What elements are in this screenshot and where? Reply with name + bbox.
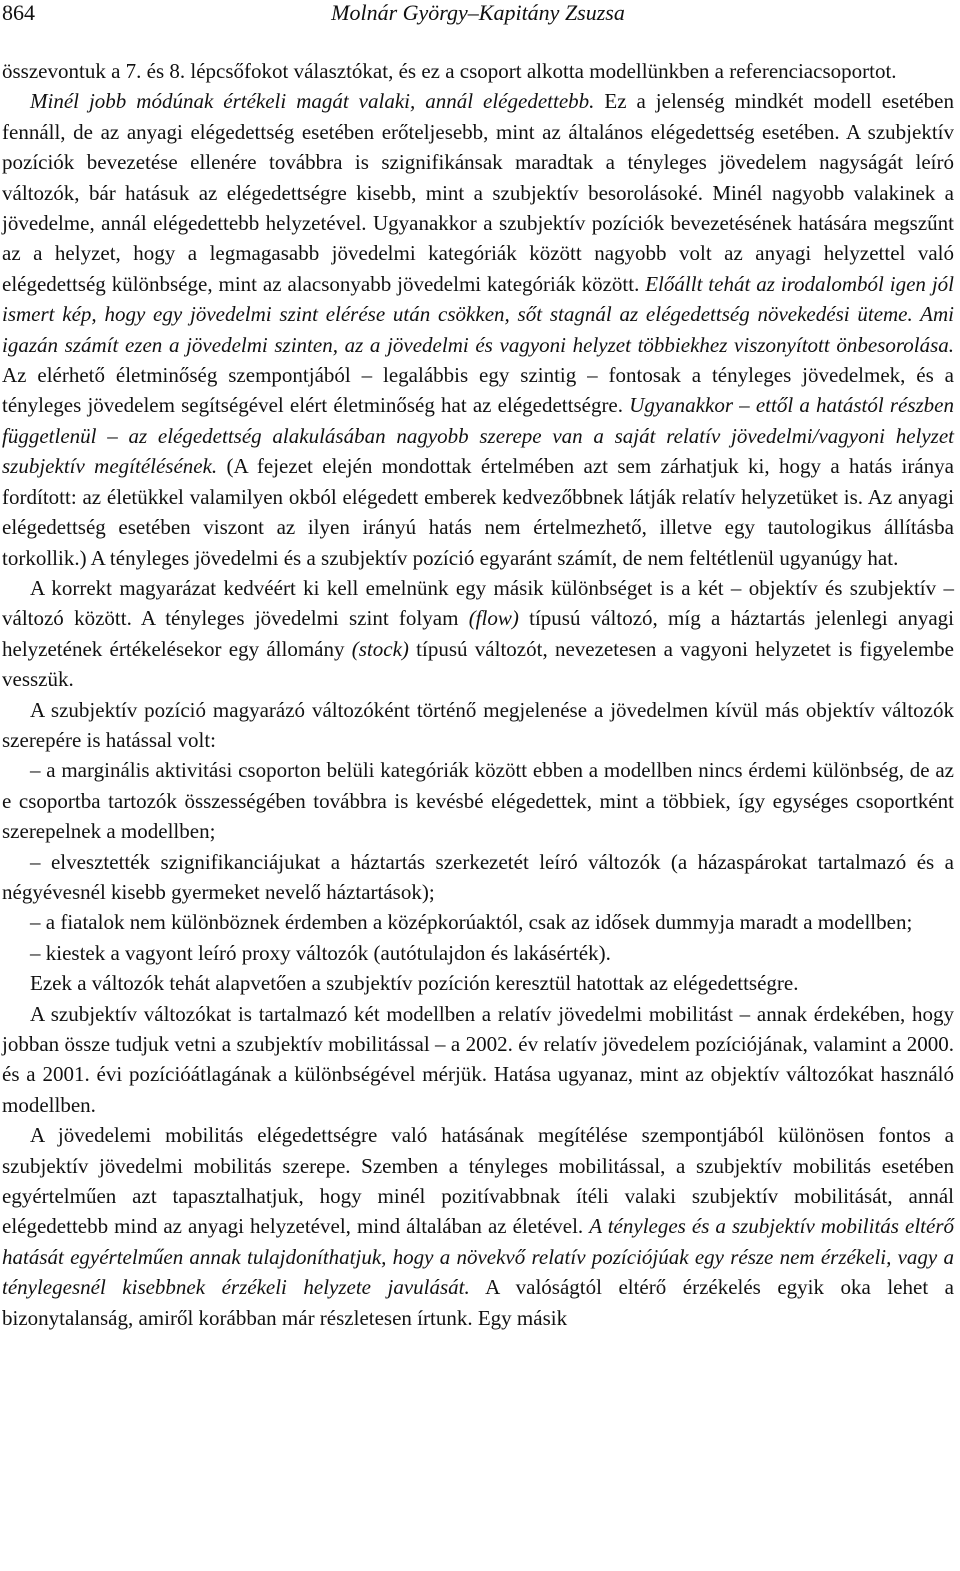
italic-text-run: Előállt tehát az irodalomból igen jól ismert kép, hogy egy jövedelmi szint elérése után csökken, sőt stagnál az elégedettség növekedési üteme. Ami igazán számít ezen a jövedelmi szinten, az a jövedelmi és vagyoni helyzet többiekhez viszonyított önbesorolása. bbox=[2, 271, 954, 357]
paragraph bbox=[2, 938, 954, 968]
italic-text-run: A tényleges és a szubjektív mobilitás eltérő hatását egyértelműen annak tulajdoníthatjuk, hogy a növekvő relatív pozíciójúak egy része nem érzékeli, vagy a ténylegesnél kisebbnek érzékeli helyzete javulását. bbox=[2, 1214, 954, 1300]
italic-text-run: (flow) bbox=[468, 606, 519, 631]
paragraph bbox=[2, 999, 954, 1121]
text-run: típusú változó, míg a háztartás jelenlegi anyagi helyzetének értékelésekor egy állomány bbox=[2, 606, 954, 661]
italic-text-run: Minél jobb módúnak értékeli magát valaki, annál elégedettebb. bbox=[30, 89, 595, 114]
text-run: összevontuk a 7. és 8. lépcsőfokot választókat, és ez a csoport alkotta modellünkben a referenciacsoportot. bbox=[2, 59, 897, 83]
text-run: típusú változót, nevezetesen a vagyoni helyzetet is figyelembe vesszük. bbox=[2, 636, 954, 692]
paragraph bbox=[2, 56, 954, 86]
paragraph bbox=[2, 907, 954, 937]
page-number: 864 bbox=[2, 0, 35, 25]
text-run: – a marginális aktivitási csoporton belüli kategóriák között ebben a modellben nincs érdemi különbség, de az e csoportba tartozók összességében továbbra is kevésbé elégedettek, mint a többiek, így egységes csoportként szerepelnek a modellben; bbox=[2, 758, 954, 844]
text-run: Ez a jelenség mindkét modell esetében fennáll, de az anyagi elégedettség esetében erőteljesebb, mint az általános elégedettség esetében. A szubjektív pozíciók bevezetése ellenére továbbra is szignifikánsak maradtak a tényleges jövedelem nagyságát leíró változók, bár hatásuk az elégedettségre kisebb, mint a szubjektív besorolásoké. Minél nagyobb valakinek a jövedelme, annál elégedettebb helyzetével. Ugyanakkor a szubjektív pozíciók bevezetésének hatására megszűnt az a helyzet, hogy a legmagasabb jövedelmi kategóriák között nagyobb volt az anyagi helyzettel való elégedettség különbsége, mint az alacsonyabb jövedelmi kategóriák között. bbox=[2, 89, 954, 296]
paragraph bbox=[2, 86, 954, 573]
paragraph bbox=[2, 755, 954, 846]
text-run: – elvesztették szignifikanciájukat a háztartás szerkezetét leíró változók (a házaspárokat tartalmazó és a négyévesnél kisebb gyermeket nevelő háztartások); bbox=[2, 849, 954, 904]
paragraph bbox=[2, 847, 954, 908]
running-head: Molnár György–Kapitány Zsuzsa bbox=[331, 0, 625, 25]
text-run: A szubjektív változókat is tartalmazó két modellben a relatív jövedelmi mobilitást – annak érdekében, hogy jobban össze tudjuk vetni a szubjektív mobilitással – a 2002. év relatív jövedelem pozíciójának, valamint a 2000. és a 2001. évi pozícióátlagának a különbségével mérjük. Hatása ugyanaz, mint az objektív változókat használó modellben. bbox=[2, 1001, 954, 1117]
page-header bbox=[2, 0, 954, 26]
text-run: – a fiatalok nem különböznek érdemben a középkorúaktól, csak az idősek dummyja maradt a modellben; bbox=[30, 910, 913, 935]
text-run: A szubjektív pozíció magyarázó változóként történő megjelenése a jövedelmen kívül más objektív változók szerepére is hatással volt: bbox=[2, 697, 954, 752]
paragraph bbox=[2, 695, 954, 756]
paragraph bbox=[2, 968, 954, 998]
text-run: A korrekt magyarázat kedvéért ki kell emelnünk egy másik különbséget is a két – objektív és szubjektív – változó között. A tényleges jövedelmi szint folyam bbox=[2, 575, 954, 631]
text-run: – kiestek a vagyont leíró proxy változók (autótulajdon és lakásérték). bbox=[30, 940, 611, 965]
paragraph bbox=[2, 1120, 954, 1333]
text-run: Ezek a változók tehát alapvetően a szubjektív pozíción keresztül hatottak az elégedettségre. bbox=[30, 971, 799, 996]
paragraph bbox=[2, 573, 954, 695]
text-run: Az elérhető életminőség szempontjából – legalábbis egy szintig – fontosak a tényleges jövedelmek, és a tényleges jövedelem segítségével elért életminőség hat az elégedettségre. bbox=[2, 363, 954, 418]
text-run: A jövedelemi mobilitás elégedettségre való hatásának megítélése szempontjából különösen fontos a szubjektív jövedelmi mobilitás szerepe. Szemben a tényleges mobilitással, a szubjektív mobilitás esetében egyértelműen azt tapasztalhatjuk, hogy minél pozitívabbnak ítéli valaki szubjektív mobilitását, annál elégedettebb mind az anyagi helyzetével, mind általában az életével. bbox=[2, 1123, 954, 1239]
text-run: (A fejezet elején mondottak értelmében azt sem zárhatjuk ki, hogy a hatás iránya fordított: az életükkel valamilyen okból elégedett emberek kedvezőbbnek látják relatív helyzetüket is. Az anyagi elégedettség esetében viszont az ilyen irányú hatás nem értelmezhető, illetve egy tautologikus állításba torkollik.) A tényleges jövedelmi és a szubjektív pozíció egyaránt számít, de nem feltétlenül ugyanúgy hat. bbox=[2, 454, 954, 570]
body-text bbox=[2, 56, 954, 1333]
text-run: A valóságtól eltérő érzékelés egyik oka lehet a bizonytalanság, amiről korábban már részletesen írtunk. Egy másik bbox=[2, 1275, 954, 1330]
italic-text-run: (stock) bbox=[351, 636, 409, 661]
italic-text-run: Ugyanakkor – ettől a hatástól részben függetlenül – az elégedettség alakulásában nagyobb szerepe van a saját relatív jövedelmi/vagyoni helyzet szubjektív megítélésének. bbox=[2, 393, 954, 479]
